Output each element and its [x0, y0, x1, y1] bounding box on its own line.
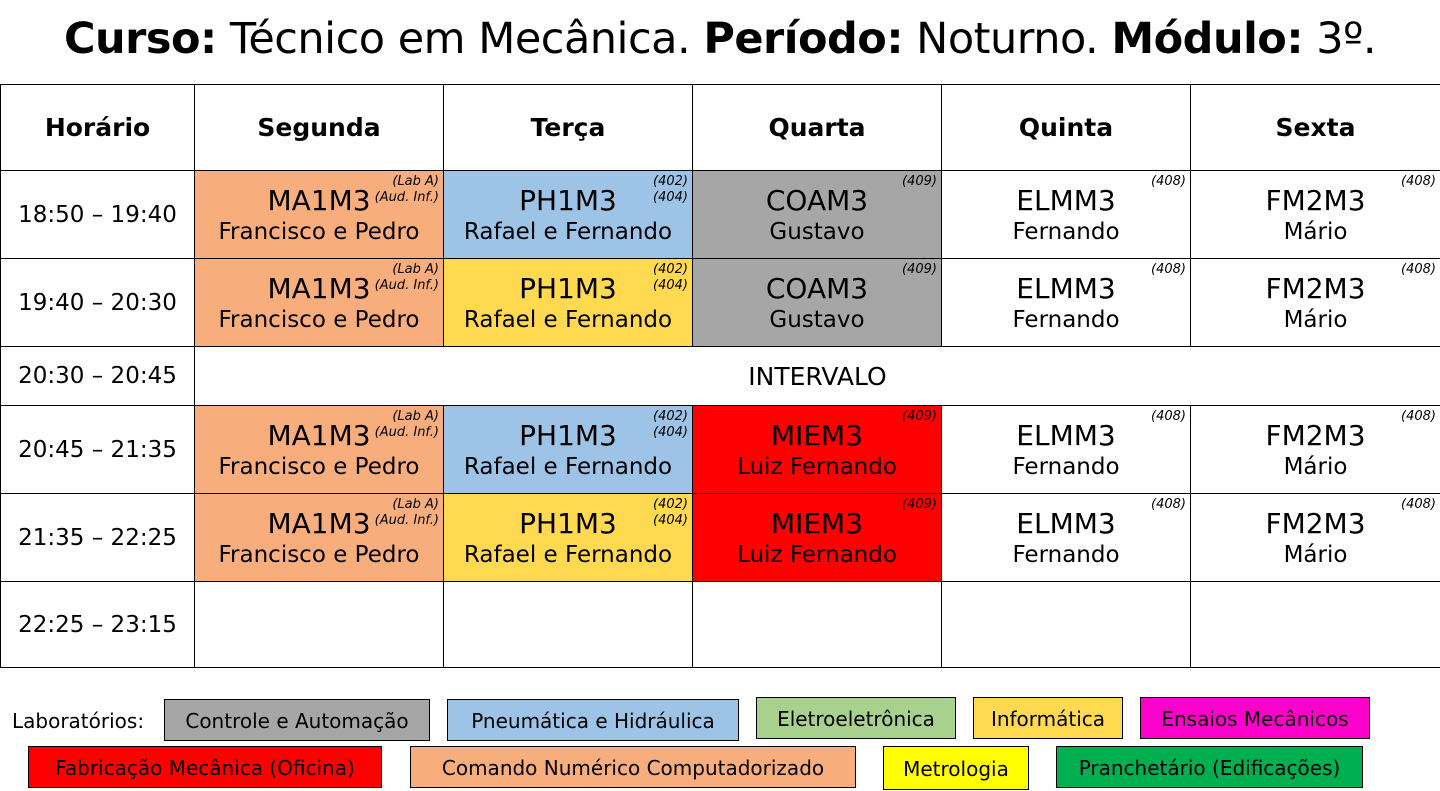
room-label: (Lab A) (Aud. Inf.)	[375, 174, 439, 206]
teacher-name: Rafael e Fernando	[444, 306, 692, 334]
class-cell	[942, 406, 1191, 494]
class-cell	[444, 259, 693, 347]
time-slot: 19:40 – 20:30	[1, 259, 195, 347]
teacher-name: Luiz Fernando	[693, 541, 941, 569]
class-code: MA1M3	[195, 184, 443, 218]
class-cell	[444, 171, 693, 259]
header-quinta: Quinta	[942, 85, 1191, 171]
class-code: ELMM3	[942, 184, 1190, 218]
class-cell	[693, 259, 942, 347]
schedule-body	[1, 171, 1440, 668]
class-cell	[693, 171, 942, 259]
teacher-name: Gustavo	[693, 306, 941, 334]
class-cell	[195, 494, 444, 582]
class-cell	[693, 406, 942, 494]
class-cell	[1191, 259, 1440, 347]
course-label: Curso:	[64, 14, 217, 64]
schedule-table	[0, 84, 1440, 668]
legend-item: Pranchetário (Edificações)	[1056, 746, 1363, 788]
class-cell	[942, 171, 1191, 259]
teacher-name: Rafael e Fernando	[444, 541, 692, 569]
room-label: (408)	[1401, 174, 1436, 190]
class-code: PH1M3	[444, 272, 692, 306]
time-slot: 21:35 – 22:25	[1, 494, 195, 582]
room-label: (408)	[1151, 174, 1186, 190]
legend-item: Fabricação Mecânica (Oficina)	[28, 746, 382, 788]
teacher-name: Mário	[1191, 453, 1440, 481]
teacher-name: Fernando	[942, 306, 1190, 334]
time-slot: 22:25 – 23:15	[1, 582, 195, 668]
table-row	[1, 406, 1440, 494]
class-code: COAM3	[693, 272, 941, 306]
room-label: (402) (404)	[653, 262, 688, 294]
teacher-name: Luiz Fernando	[693, 453, 941, 481]
legend	[0, 690, 1440, 789]
legend-item: Controle e Automação	[164, 699, 430, 741]
time-slot: 18:50 – 19:40	[1, 171, 195, 259]
legend-item: Eletroeletrônica	[756, 697, 956, 739]
room-label: (408)	[1151, 409, 1186, 425]
class-code: MIEM3	[693, 419, 941, 453]
class-code: MA1M3	[195, 272, 443, 306]
module-label: Módulo:	[1111, 14, 1303, 64]
class-cell	[942, 582, 1191, 668]
class-code: COAM3	[693, 184, 941, 218]
teacher-name: Fernando	[942, 453, 1190, 481]
period-label: Período:	[703, 14, 903, 64]
class-code: MIEM3	[693, 507, 941, 541]
class-cell	[195, 406, 444, 494]
class-cell	[942, 494, 1191, 582]
room-label: (409)	[902, 409, 937, 425]
header-horario: Horário	[1, 85, 195, 171]
legend-item: Pneumática e Hidráulica	[447, 699, 739, 741]
class-code: PH1M3	[444, 184, 692, 218]
class-code: FM2M3	[1191, 507, 1440, 541]
teacher-name: Mário	[1191, 306, 1440, 334]
class-cell	[693, 494, 942, 582]
teacher-name: Rafael e Fernando	[444, 218, 692, 246]
teacher-name: Francisco e Pedro	[195, 218, 443, 246]
room-label: (Lab A) (Aud. Inf.)	[375, 262, 439, 294]
teacher-name: Francisco e Pedro	[195, 541, 443, 569]
room-label: (402) (404)	[653, 409, 688, 441]
course-value: Técnico em Mecânica.	[217, 14, 704, 64]
header-terca: Terça	[444, 85, 693, 171]
class-code: ELMM3	[942, 272, 1190, 306]
table-row	[1, 259, 1440, 347]
room-label: (408)	[1401, 497, 1436, 513]
class-cell	[195, 582, 444, 668]
teacher-name: Gustavo	[693, 218, 941, 246]
teacher-name: Mário	[1191, 218, 1440, 246]
teacher-name: Fernando	[942, 218, 1190, 246]
period-value: Noturno.	[903, 14, 1111, 64]
class-code: MA1M3	[195, 507, 443, 541]
room-label: (Lab A) (Aud. Inf.)	[375, 409, 439, 441]
module-value: 3º.	[1303, 14, 1376, 64]
room-label: (408)	[1401, 409, 1436, 425]
table-row	[1, 347, 1440, 406]
header-row	[1, 85, 1440, 171]
room-label: (409)	[902, 497, 937, 513]
legend-item: Ensaios Mecânicos	[1140, 697, 1370, 739]
class-cell	[444, 406, 693, 494]
class-code: MA1M3	[195, 419, 443, 453]
teacher-name: Francisco e Pedro	[195, 306, 443, 334]
time-slot: 20:45 – 21:35	[1, 406, 195, 494]
class-cell	[693, 582, 942, 668]
class-cell	[1191, 494, 1440, 582]
legend-label: Laboratórios:	[12, 709, 144, 733]
table-row	[1, 171, 1440, 259]
room-label: (408)	[1401, 262, 1436, 278]
table-row	[1, 494, 1440, 582]
header-sexta: Sexta	[1191, 85, 1440, 171]
class-code: FM2M3	[1191, 184, 1440, 218]
room-label: (Lab A) (Aud. Inf.)	[375, 497, 439, 529]
time-slot: 20:30 – 20:45	[1, 347, 195, 406]
class-code: ELMM3	[942, 419, 1190, 453]
teacher-name: Mário	[1191, 541, 1440, 569]
page-title	[0, 2, 1440, 76]
table-row	[1, 582, 1440, 668]
class-code: FM2M3	[1191, 272, 1440, 306]
class-code: FM2M3	[1191, 419, 1440, 453]
class-cell	[1191, 406, 1440, 494]
legend-item: Informática	[973, 697, 1123, 739]
class-cell	[444, 582, 693, 668]
class-cell	[444, 494, 693, 582]
room-label: (408)	[1151, 497, 1186, 513]
teacher-name: Francisco e Pedro	[195, 453, 443, 481]
room-label: (409)	[902, 174, 937, 190]
class-cell	[195, 259, 444, 347]
room-label: (402) (404)	[653, 174, 688, 206]
class-cell	[1191, 171, 1440, 259]
room-label: (408)	[1151, 262, 1186, 278]
class-code: PH1M3	[444, 507, 692, 541]
room-label: (402) (404)	[653, 497, 688, 529]
class-cell	[1191, 582, 1440, 668]
class-code: PH1M3	[444, 419, 692, 453]
legend-item: Comando Numérico Computadorizado	[410, 746, 856, 788]
break-cell: INTERVALO	[195, 347, 1440, 406]
class-cell	[195, 171, 444, 259]
teacher-name: Rafael e Fernando	[444, 453, 692, 481]
class-cell	[942, 259, 1191, 347]
room-label: (409)	[902, 262, 937, 278]
class-code: ELMM3	[942, 507, 1190, 541]
header-quarta: Quarta	[693, 85, 942, 171]
teacher-name: Fernando	[942, 541, 1190, 569]
header-segunda: Segunda	[195, 85, 444, 171]
legend-item: Metrologia	[883, 746, 1029, 790]
